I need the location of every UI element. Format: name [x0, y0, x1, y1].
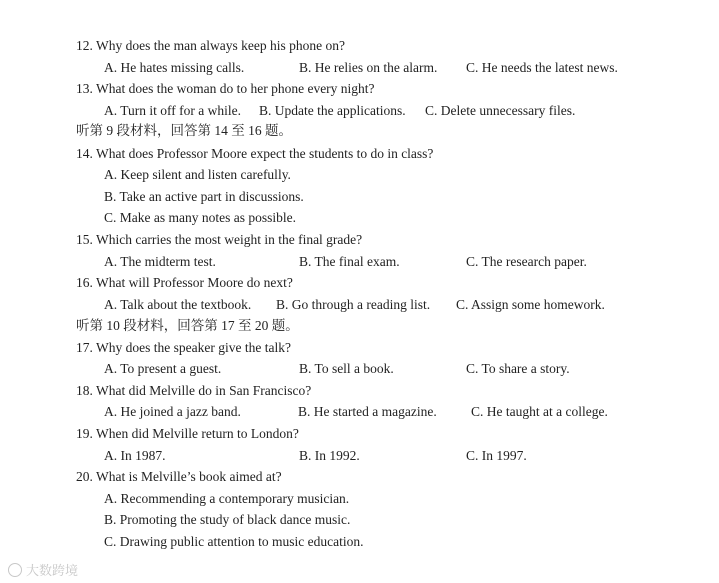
q19-option-b: B. In 1992. — [299, 448, 360, 463]
q20-option-a: A. Recommending a contemporary musician. — [104, 491, 350, 506]
q18-option-a: A. He joined a jazz band. — [104, 404, 241, 419]
q15-option-c: C. The research paper. — [466, 254, 587, 269]
q19-option-c: C. In 1997. — [466, 448, 527, 463]
q15-option-a: A. The midterm test. — [104, 254, 216, 269]
q13-option-a: A. Turn it off for a while. — [104, 103, 241, 118]
q16-option-c: C. Assign some homework. — [456, 297, 605, 312]
q14-option-a: A. Keep silent and listen carefully. — [104, 167, 291, 182]
q16-option-b: B. Go through a reading list. — [276, 297, 431, 312]
q19-option-a: A. In 1987. — [104, 448, 166, 463]
q17-option-b: B. To sell a book. — [299, 361, 394, 376]
q12-option-a: A. He hates missing calls. — [104, 60, 245, 75]
question-17: 17. Why does the speaker give the talk? — [76, 340, 291, 355]
q15-option-b: B. The final exam. — [299, 254, 400, 269]
watermark-logo-icon — [8, 563, 22, 577]
q16-option-a: A. Talk about the textbook. — [104, 297, 252, 312]
q14-option-b: B. Take an active part in discussions. — [104, 189, 304, 204]
question-18: 18. What did Melville do in San Francisco? — [76, 383, 312, 398]
q20-option-b: B. Promoting the study of black dance music. — [104, 512, 351, 527]
question-20: 20. What is Melville’s book aimed at? — [76, 469, 282, 484]
question-16: 16. What will Professor Moore do next? — [76, 275, 293, 290]
q18-option-b: B. He started a magazine. — [298, 404, 437, 419]
question-19: 19. When did Melville return to London? — [76, 426, 299, 441]
q20-option-c: C. Drawing public attention to music education. — [104, 534, 364, 549]
question-12: 12. Why does the man always keep his phone on? — [76, 38, 345, 53]
question-14: 14. What does Professor Moore expect the students to do in class? — [76, 146, 434, 161]
q18-option-c: C. He taught at a college. — [471, 404, 608, 419]
q13-option-c: C. Delete unnecessary files. — [425, 103, 576, 118]
watermark-text: 大数跨境 — [26, 564, 79, 579]
q12-option-b: B. He relies on the alarm. — [299, 60, 438, 75]
question-15: 15. Which carries the most weight in the final grade? — [76, 232, 363, 247]
q17-option-c: C. To share a story. — [466, 361, 570, 376]
question-13: 13. What does the woman do to her phone every night? — [76, 81, 375, 96]
q17-option-a: A. To present a guest. — [104, 361, 222, 376]
q12-option-c: C. He needs the latest news. — [466, 60, 618, 75]
watermark — [8, 560, 78, 579]
section-9-heading: 听第 9 段材料，回答第 14 至 16 题。 — [76, 123, 292, 138]
q13-option-b: B. Update the applications. — [259, 103, 406, 118]
q14-option-c: C. Make as many notes as possible. — [104, 210, 296, 225]
section-10-heading: 听第 10 段材料，回答第 17 至 20 题。 — [76, 318, 299, 333]
